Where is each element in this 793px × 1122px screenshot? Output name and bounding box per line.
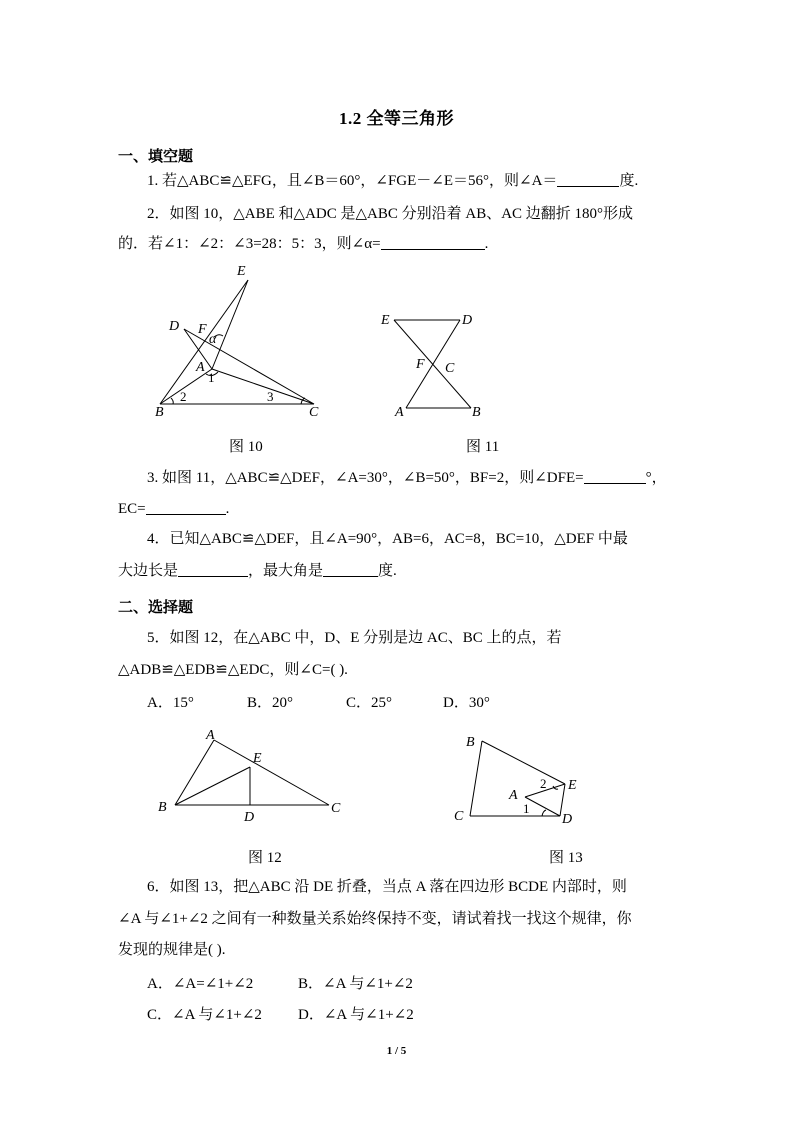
question-2-line-1: 2．如图 10，△ABE 和△ADC 是△ABC 分别沿着 AB、AC 边翻折 180°形成 [147, 206, 634, 222]
answer-blank [146, 500, 226, 515]
angle-1-arc [542, 810, 546, 816]
label-e: E [568, 778, 577, 793]
figure-12 [150, 725, 360, 825]
label-e: E [237, 264, 246, 279]
label-a: A [196, 360, 205, 375]
label-d: D [169, 319, 180, 334]
section-fill-in-heading: 一、填空题 [118, 149, 194, 165]
label-d: D [562, 812, 573, 827]
question-6-line-3: 发现的规律是( ). [118, 942, 226, 958]
question-5-choice-b: B．20° [247, 695, 294, 711]
segment-be [482, 741, 565, 784]
segment-bc [470, 741, 482, 816]
question-6-choice-a: A．∠A=∠1+∠2 [147, 976, 254, 992]
question-1 [147, 171, 638, 191]
label-f: F [416, 357, 425, 372]
figure-12-caption: 图 12 [248, 850, 282, 866]
label-b: B [155, 405, 164, 420]
figure-13 [450, 728, 590, 828]
label-b: B [472, 405, 481, 420]
question-2-line-2 [118, 234, 488, 254]
label-c: C [445, 361, 455, 376]
figure-11 [375, 305, 495, 420]
segment-ac [214, 740, 329, 805]
question-1-suffix: 度. [619, 173, 639, 189]
question-3-suffix: . [225, 501, 230, 517]
question-4-text-c: 度. [378, 563, 397, 579]
question-2-text: 的．若∠1：∠2：∠3=28：5：3，则∠α= [118, 236, 381, 252]
label-angle-1: 1 [208, 370, 215, 385]
figure-11-caption: 图 11 [466, 439, 500, 455]
question-5-line-2: △ADB≌△EDB≌△EDC，则∠C=( ). [118, 662, 348, 678]
page-number: 1 / 5 [386, 1045, 407, 1057]
question-1-text: 1. 若△ABC≌△EFG，且∠B＝60°，∠FGE－∠E＝56°，则∠A＝ [147, 173, 558, 189]
question-3-unit: °， [645, 470, 667, 486]
question-6-choice-c: C．∠A 与∠1+∠2 [147, 1007, 262, 1023]
segment-be [160, 280, 248, 404]
figure-13-caption: 图 13 [549, 850, 583, 866]
label-angle-3: 3 [267, 389, 274, 404]
question-5-choice-c: C．25° [346, 695, 393, 711]
figure-10-caption: 图 10 [229, 439, 263, 455]
question-5-choice-a: A．15° [147, 695, 194, 711]
question-4-text-a: 大边长是 [118, 563, 179, 579]
question-6-choice-d: D．∠A 与∠1+∠2 [298, 1007, 414, 1023]
figure-10 [140, 262, 340, 422]
page-title: 1.2 全等三角形 [339, 109, 454, 128]
question-3-text: 3. 如图 11，△ABC≌△DEF，∠A=30°，∠B=50°，BF=2，则∠DFE= [147, 470, 584, 486]
label-c: C [309, 405, 319, 420]
label-c: C [331, 801, 341, 816]
question-5-line-1: 5．如图 12，在△ABC 中，D、E 分别是边 AC、BC 上的点，若 [147, 630, 562, 646]
question-4-text-b: ，最大角是 [248, 563, 324, 579]
question-3-ec-label: EC= [118, 501, 146, 517]
question-4-line-1: 4．已知△ABC≌△DEF，且∠A=90°，AB=6，AC=8，BC=10，△DEF 中最 [147, 531, 628, 547]
question-4-line-2 [118, 561, 397, 581]
label-alpha: α [209, 332, 217, 347]
label-a: A [206, 728, 215, 743]
answer-blank [178, 562, 248, 577]
label-angle-2: 2 [180, 389, 187, 404]
question-6-line-1: 6．如图 13，把△ABC 沿 DE 折叠，当点 A 落在四边形 BCDE 内部时，则 [147, 879, 627, 895]
answer-blank [323, 562, 378, 577]
answer-blank [557, 172, 619, 187]
label-b: B [158, 800, 167, 815]
angle-2-arc [171, 398, 173, 404]
question-6-choice-b: B．∠A 与∠1+∠2 [298, 976, 413, 992]
label-e: E [381, 313, 390, 328]
label-f: F [198, 322, 207, 337]
label-b: B [466, 735, 475, 750]
question-5-choice-d: D．30° [443, 695, 490, 711]
label-d: D [462, 313, 473, 328]
label-a: A [509, 788, 518, 803]
label-c: C [454, 809, 464, 824]
answer-blank [584, 469, 646, 484]
label-angle-1: 1 [523, 801, 530, 816]
question-2-suffix: . [484, 236, 489, 252]
answer-blank [381, 235, 485, 250]
question-3-line-1 [147, 468, 667, 488]
question-6-line-2: ∠A 与∠1+∠2 之间有一种数量关系始终保持不变，请试着找一找这个规律，你 [118, 911, 632, 927]
label-angle-2: 2 [540, 776, 547, 791]
section-choice-heading: 二、选择题 [118, 600, 194, 616]
label-e: E [253, 751, 262, 766]
label-a: A [395, 405, 404, 420]
label-d: D [244, 810, 255, 825]
question-3-line-2 [118, 499, 229, 519]
